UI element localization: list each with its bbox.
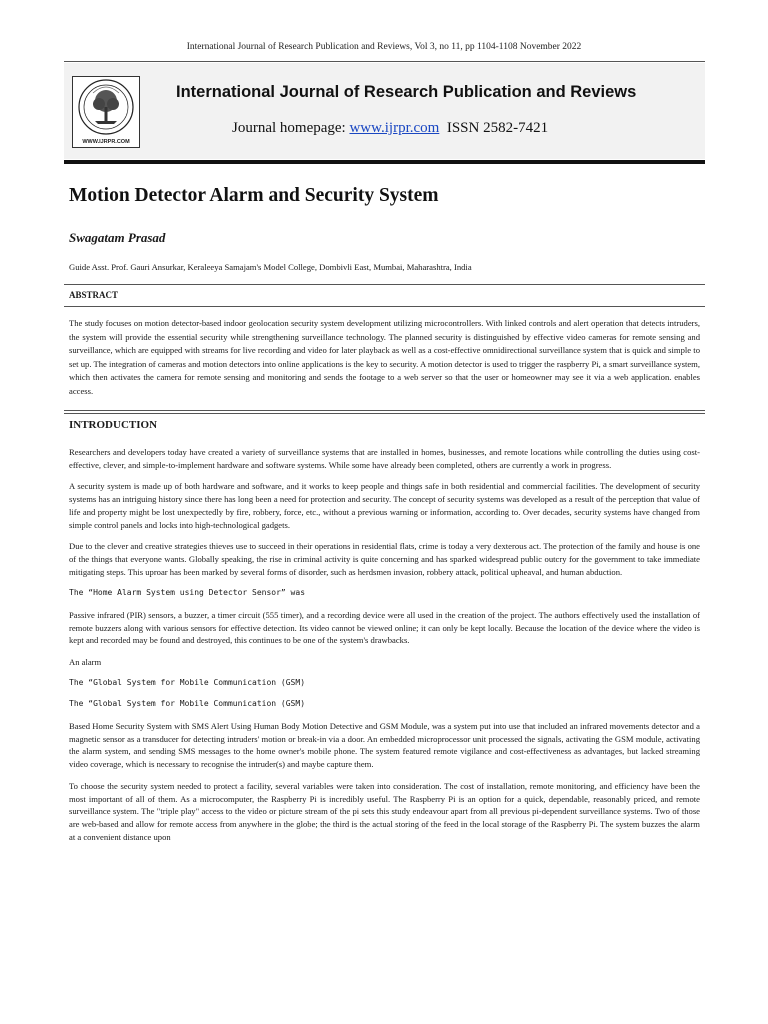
abstract-top-rule (64, 284, 705, 285)
paragraph: Researchers and developers today have created a variety of surveillance systems that are installed in homes, businesses, and remote locations while controlling the duties using cost-effective, clever, and simple-to-implement hardware and software systems. While some have already been completed, others are currently a work in progress. (69, 447, 700, 470)
logo-text: WWW.IJRPR.COM (82, 139, 130, 145)
paragraph: The “Global System for Mobile Communication (GSM) (69, 678, 306, 688)
abstract-label-rule (64, 306, 705, 307)
running-head: International Journal of Research Publication and Reviews, Vol 3, no 11, pp 1104-1108 November 2022 (186, 42, 582, 52)
section-heading-introduction: INTRODUCTION (69, 419, 158, 431)
abstract-text: The study focuses on motion detector-based indoor geolocation security system development utilizing microcontrollers. With linked controls and alert operation that detects intruders, the system will provide the essential security while strengthening surveillance technology. The planned security is distinguished by effective video cameras for remote sensing and surveillance, which are equipped with streams for live recording and video for later playback as well as a cost-effective omnidirectional surveillance system that is quick and simple to set up. The integration of cameras and motion detectors into online applications is the key to security. A motion detector is used to trigger the raspberry Pi, a smart surveillance system, which then activates the camera for remote sensing and monitoring and sends the footage to a web server so that the user or homeowner may see it via a web application. enables access. (69, 318, 700, 396)
issn: ISSN 2582-7421 (446, 120, 549, 136)
journal-logo (72, 76, 140, 148)
paragraph: The “Global System for Mobile Communication (GSM) (69, 699, 306, 709)
journal-masthead (64, 63, 705, 159)
abstract-heading: ABSTRACT (69, 290, 119, 300)
paragraph: Passive infrared (PIR) sensors, a buzzer, a timer circuit (555 timer), and a recording device were all used in the creation of the project. The authors effectively used the installation of remote buzzers along with various sensors for effective detection. Its video cannot be viewed online; it can only be kept locally. Because the location of the device where the video is kept and recorded may be found and destroyed, this continues to be one of the system's drawbacks. (69, 609, 700, 646)
tree-emblem-icon (73, 77, 139, 137)
paragraph: A security system is made up of both hardware and software, and it works to keep people and things safe in both residential and commercial facilities. The development of security systems has an intriguing history since there has long been a need for protection and security. The concept of security systems was developed as a result of the perception that value of life and property might be lost unexpectedly by fire, robbery, force, etc., without a previous warning or information, according to. Over decades, security systems have changed from simple control panels and locks into high-technological gadgets. (69, 481, 700, 530)
paragraph: To choose the security system needed to protect a facility, several variables were taken into consideration. The cost of installation, remote monitoring, and efficiency have been the most important of all of them. As a microcomputer, the Raspberry Pi is incredibly useful. The Raspberry Pi is an option for a quick, dependable, reasonably priced, and remote surveillance system. The "triple play" access to the video or picture stream of the pi sets this study endeavour apart from all previous pi-dependent surveillance systems. Two of those are web-based and allow for remote access from anywhere in the globe; the third is the actual storing of the feed in the local storage of the Raspberry Pi. The system buzzes the alarm at a convenient distance upon (69, 780, 700, 843)
journal-title: International Journal of Research Publication and Reviews (176, 83, 637, 101)
author-affiliation: Guide Asst. Prof. Gauri Ansurkar, Keraleeya Samajam's Model College, Dombivli East, Mumbai, Maharashtra, India (69, 262, 472, 272)
journal-homepage-line (232, 120, 548, 137)
homepage-label: Journal homepage: (232, 120, 350, 136)
abstract-bottom-rule-2 (64, 413, 705, 414)
article-author: Swagatam Prasad (69, 230, 166, 245)
homepage-link[interactable]: www.ijrpr.com (349, 120, 440, 136)
paragraph: The “Home Alarm System using Detector Sensor” was (69, 588, 306, 598)
header-rule (64, 61, 705, 62)
article-title: Motion Detector Alarm and Security System (69, 185, 439, 206)
masthead-rule (64, 160, 705, 164)
body-text (69, 446, 700, 853)
paragraph: An alarm (69, 656, 102, 667)
paragraph: Based Home Security System with SMS Alert Using Human Body Motion Detective and GSM Module, was a system put into use that included an infrared movements detector and a magnetic sensor as a transducer for detecting intruders' motion or break-in via a door. An embedded microprocessor unit processed the signals, activating the GSM module, activating the alarm system, and sending SMS messages to the home owner's mobile phone. The system featured remote vigilance and cost-effectiveness as advantages, but lacked streaming video coverage, which is necessary to recognise the intruder(s) and maybe capture them. (69, 720, 700, 770)
abstract-bottom-rule (64, 410, 705, 411)
paragraph: Due to the clever and creative strategies thieves use to succeed in their operations in residential flats, crime is today a very dexterous act. The protection of the family and house is one of the things that everyone wants. Globally speaking, the rise in criminal activity is quite concerning and has sparked widespread public outcry for the government to take immediate mitigating steps. This uproar has been marked by several forms of disorder, such as herdsmen invasion, robbery attack, political upheaval, and human abduction. (69, 541, 700, 578)
